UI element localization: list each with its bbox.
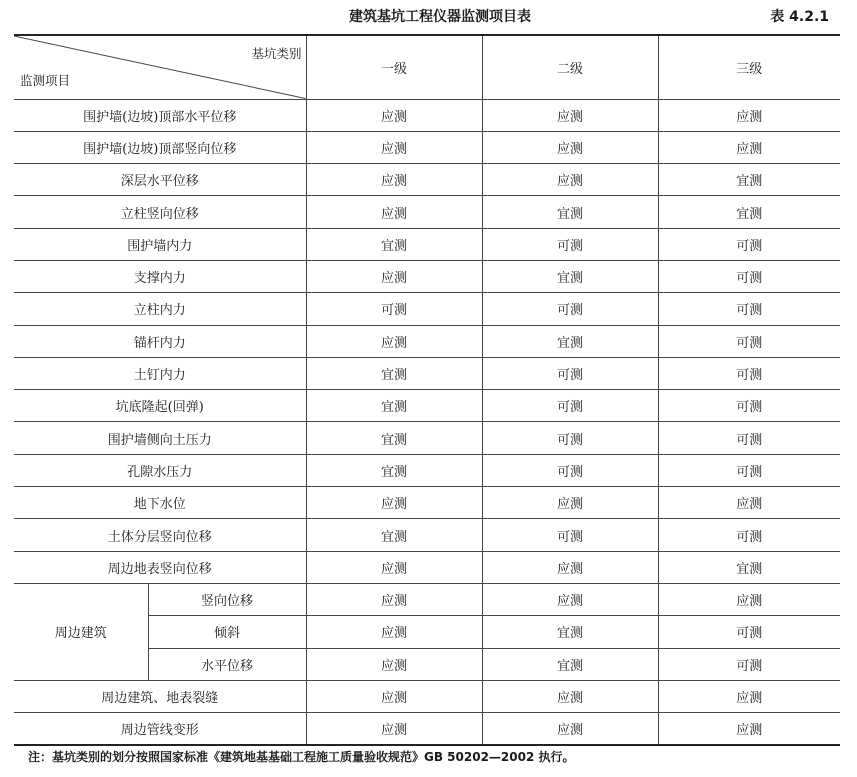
table-row xyxy=(14,422,840,454)
item-cell: 周边管线变形 xyxy=(14,713,306,745)
value-cell-level-2: 宜测 xyxy=(482,616,658,648)
item-cell: 周边地表竖向位移 xyxy=(14,551,306,583)
table-note: 注：基坑类别的划分按照国家标准《建筑地基基础工程施工质量验收规范》GB 50202—2002 执行。 xyxy=(28,750,575,764)
value-cell-level-1: 应测 xyxy=(306,196,482,228)
item-cell: 土体分层竖向位移 xyxy=(14,519,306,551)
item-cell: 孔隙水压力 xyxy=(14,454,306,486)
table-row xyxy=(14,680,840,712)
item-cell: 锚杆内力 xyxy=(14,325,306,357)
value-cell-level-1: 应测 xyxy=(306,583,482,615)
value-cell-level-3: 可测 xyxy=(658,325,840,357)
value-cell-level-3: 可测 xyxy=(658,293,840,325)
value-cell-level-3: 可测 xyxy=(658,616,840,648)
value-cell-level-2: 应测 xyxy=(482,99,658,131)
value-cell-level-2: 宜测 xyxy=(482,648,658,680)
value-cell-level-3: 可测 xyxy=(658,648,840,680)
value-cell-level-3: 应测 xyxy=(658,583,840,615)
value-cell-level-2: 应测 xyxy=(482,680,658,712)
table-number: 表 4.2.1 xyxy=(770,9,829,25)
table-row xyxy=(14,164,840,196)
value-cell-level-3: 可测 xyxy=(658,260,840,292)
item-cell: 坑底隆起(回弹) xyxy=(14,390,306,422)
group-label-cell: 周边建筑 xyxy=(14,583,148,680)
item-cell: 围护墙(边坡)顶部竖向位移 xyxy=(14,131,306,163)
value-cell-level-2: 应测 xyxy=(482,551,658,583)
item-cell: 土钉内力 xyxy=(14,357,306,389)
table-row xyxy=(14,131,840,163)
item-cell: 立柱竖向位移 xyxy=(14,196,306,228)
value-cell-level-2: 可测 xyxy=(482,293,658,325)
table-row xyxy=(14,454,840,486)
table-row xyxy=(14,196,840,228)
category-label: 基坑类别 xyxy=(251,46,302,61)
value-cell-level-1: 宜测 xyxy=(306,422,482,454)
level-header-3: 三级 xyxy=(658,35,840,99)
table-body xyxy=(14,99,840,745)
table-row xyxy=(14,713,840,745)
value-cell-level-2: 应测 xyxy=(482,131,658,163)
value-cell-level-3: 应测 xyxy=(658,487,840,519)
subitem-cell: 倾斜 xyxy=(148,616,306,648)
monitoring-items-table xyxy=(14,34,840,746)
value-cell-level-3: 应测 xyxy=(658,713,840,745)
value-cell-level-3: 可测 xyxy=(658,454,840,486)
subitem-cell: 水平位移 xyxy=(148,648,306,680)
table-row xyxy=(14,519,840,551)
value-cell-level-2: 可测 xyxy=(482,454,658,486)
header-row xyxy=(14,35,840,99)
value-cell-level-2: 可测 xyxy=(482,228,658,260)
value-cell-level-2: 可测 xyxy=(482,390,658,422)
diagonal-header-cell xyxy=(14,35,306,99)
value-cell-level-1: 宜测 xyxy=(306,454,482,486)
value-cell-level-3: 宜测 xyxy=(658,196,840,228)
item-cell: 围护墙(边坡)顶部水平位移 xyxy=(14,99,306,131)
value-cell-level-1: 应测 xyxy=(306,99,482,131)
value-cell-level-2: 应测 xyxy=(482,164,658,196)
table-row xyxy=(14,390,840,422)
item-cell: 周边建筑、地表裂缝 xyxy=(14,680,306,712)
value-cell-level-1: 应测 xyxy=(306,551,482,583)
table-row xyxy=(14,357,840,389)
table-row xyxy=(14,260,840,292)
value-cell-level-1: 可测 xyxy=(306,293,482,325)
item-cell: 支撑内力 xyxy=(14,260,306,292)
value-cell-level-3: 宜测 xyxy=(658,551,840,583)
item-cell: 深层水平位移 xyxy=(14,164,306,196)
item-cell: 围护墙侧向土压力 xyxy=(14,422,306,454)
value-cell-level-2: 可测 xyxy=(482,422,658,454)
value-cell-level-1: 宜测 xyxy=(306,390,482,422)
item-cell: 围护墙内力 xyxy=(14,228,306,260)
value-cell-level-3: 应测 xyxy=(658,680,840,712)
table-row xyxy=(14,99,840,131)
value-cell-level-1: 应测 xyxy=(306,616,482,648)
value-cell-level-1: 应测 xyxy=(306,260,482,292)
value-cell-level-2: 宜测 xyxy=(482,325,658,357)
value-cell-level-3: 应测 xyxy=(658,99,840,131)
value-cell-level-3: 可测 xyxy=(658,357,840,389)
value-cell-level-2: 应测 xyxy=(482,713,658,745)
value-cell-level-1: 应测 xyxy=(306,680,482,712)
value-cell-level-1: 应测 xyxy=(306,713,482,745)
table-row xyxy=(14,325,840,357)
value-cell-level-1: 宜测 xyxy=(306,519,482,551)
value-cell-level-2: 宜测 xyxy=(482,260,658,292)
item-cell: 地下水位 xyxy=(14,487,306,519)
item-label: 监测项目 xyxy=(20,72,71,88)
value-cell-level-2: 可测 xyxy=(482,519,658,551)
value-cell-level-1: 应测 xyxy=(306,164,482,196)
value-cell-level-1: 应测 xyxy=(306,325,482,357)
value-cell-level-3: 应测 xyxy=(658,131,840,163)
table-row xyxy=(14,293,840,325)
value-cell-level-3: 可测 xyxy=(658,228,840,260)
table-row xyxy=(14,487,840,519)
value-cell-level-3: 可测 xyxy=(658,422,840,454)
value-cell-level-1: 宜测 xyxy=(306,357,482,389)
value-cell-level-3: 可测 xyxy=(658,519,840,551)
value-cell-level-2: 应测 xyxy=(482,487,658,519)
value-cell-level-1: 应测 xyxy=(306,648,482,680)
value-cell-level-2: 可测 xyxy=(482,357,658,389)
title-row xyxy=(0,6,857,32)
value-cell-level-2: 应测 xyxy=(482,583,658,615)
value-cell-level-3: 可测 xyxy=(658,390,840,422)
item-cell: 立柱内力 xyxy=(14,293,306,325)
level-header-2: 二级 xyxy=(482,35,658,99)
value-cell-level-1: 应测 xyxy=(306,131,482,163)
table-title: 建筑基坑工程仪器监测项目表 xyxy=(349,9,531,25)
value-cell-level-3: 宜测 xyxy=(658,164,840,196)
value-cell-level-1: 宜测 xyxy=(306,228,482,260)
subitem-cell: 竖向位移 xyxy=(148,583,306,615)
table-row xyxy=(14,228,840,260)
table-row xyxy=(14,583,840,615)
value-cell-level-2: 宜测 xyxy=(482,196,658,228)
value-cell-level-1: 应测 xyxy=(306,487,482,519)
level-header-1: 一级 xyxy=(306,35,482,99)
table-row xyxy=(14,551,840,583)
